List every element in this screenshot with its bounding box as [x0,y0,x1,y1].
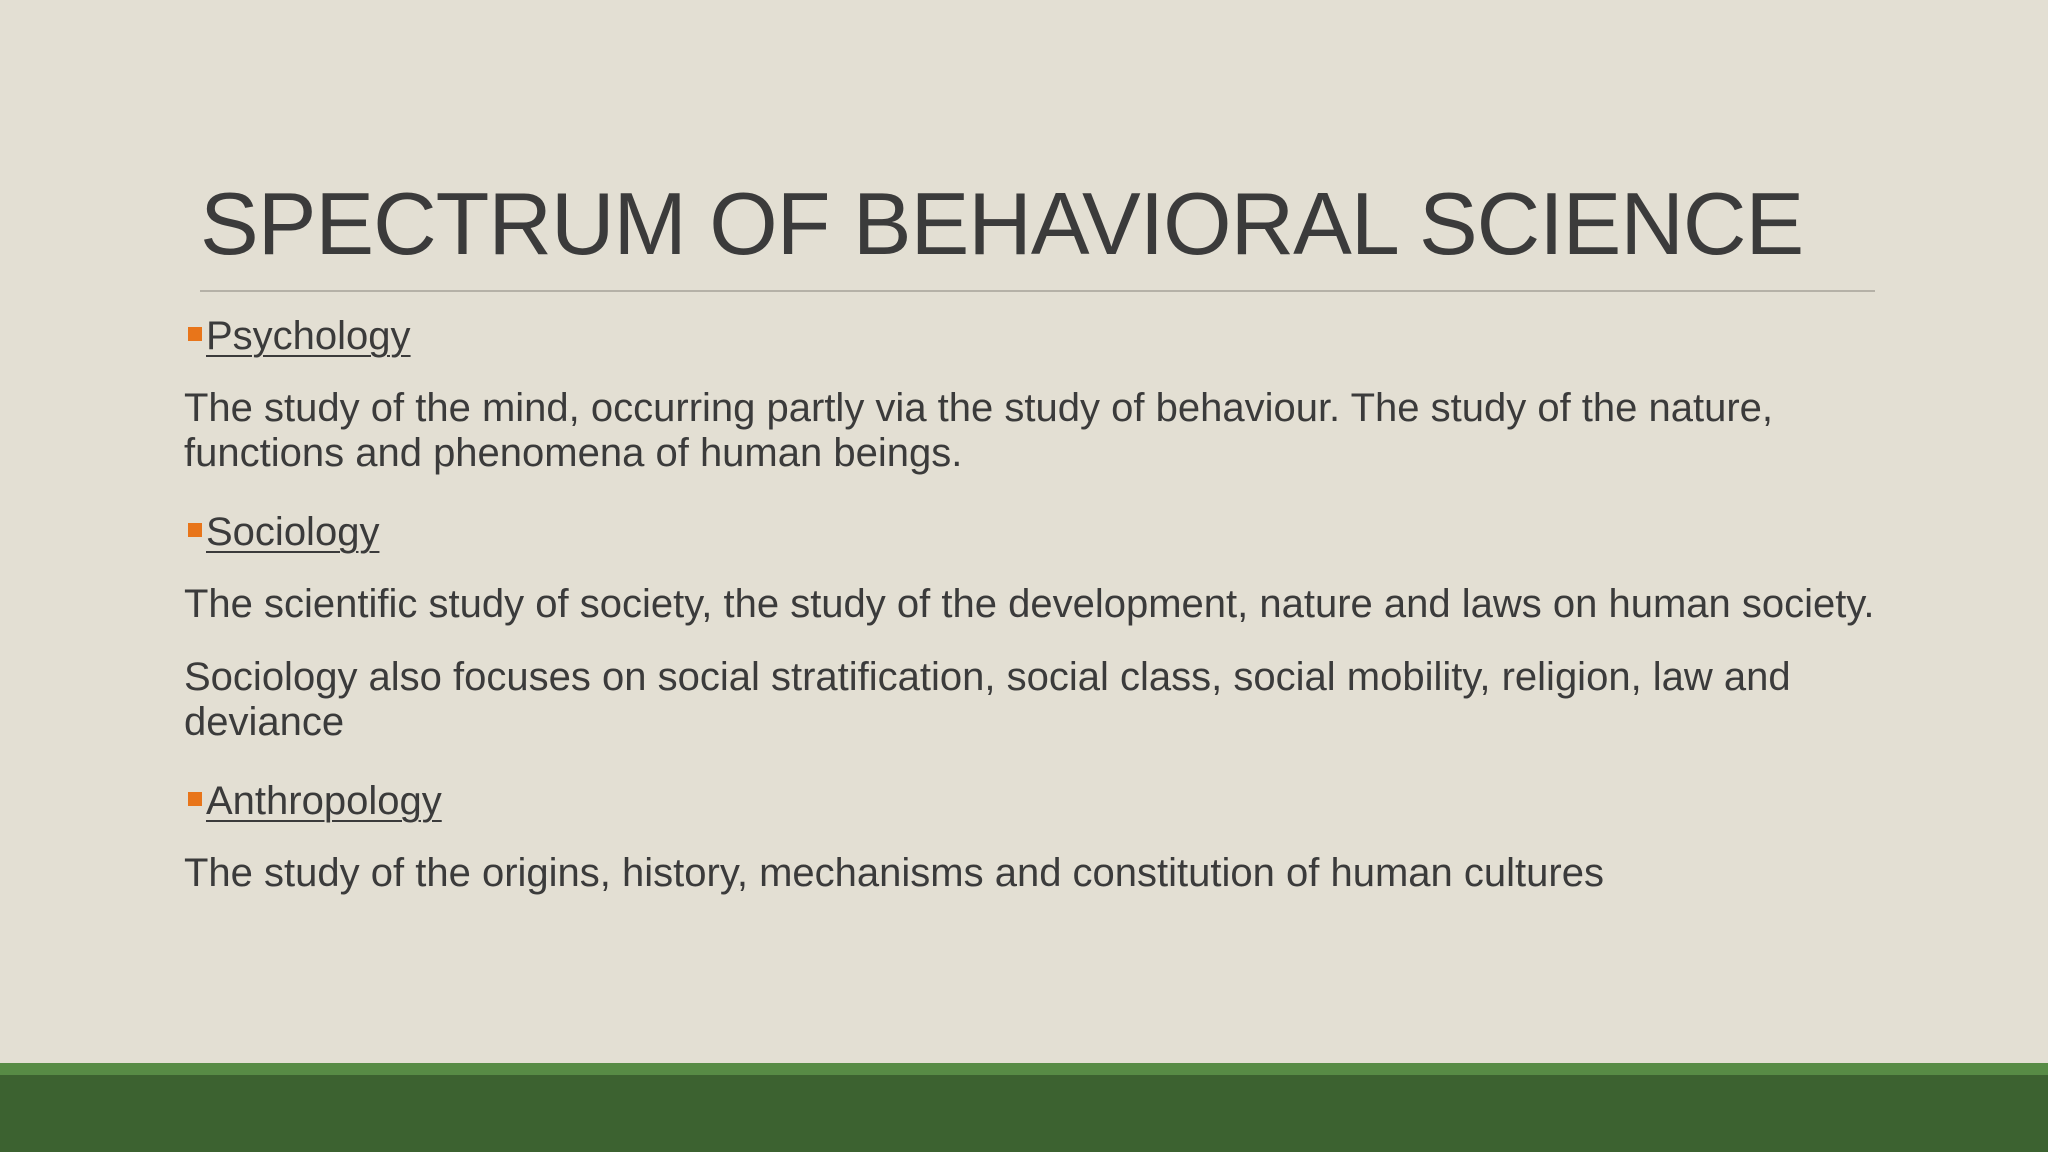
section-heading-label: Anthropology [206,779,442,823]
section-paragraph: Sociology also focuses on social stratification, social class, social mobility, religion, law and deviance [184,655,1791,744]
section-heading-psychology [184,310,1884,362]
section-heading-label: Sociology [206,510,380,554]
square-bullet-icon [188,327,202,341]
slide-title: SPECTRUM OF BEHAVIORAL SCIENCE [200,174,1804,273]
section-paragraph: The study of the mind, occurring partly via the study of behaviour. The study of the nature, functions and phenomena of human beings. [184,386,1774,475]
section-heading-sociology [184,506,1884,558]
footer-band [0,1063,2048,1152]
section-paragraph: The study of the origins, history, mechanisms and constitution of human cultures [184,851,1604,895]
title-divider [200,290,1875,292]
section-heading-anthropology [184,775,1884,827]
square-bullet-icon [188,523,202,537]
section-paragraph: The scientific study of society, the study of the development, nature and laws on human society. [184,582,1875,626]
section-heading-label: Psychology [206,314,411,358]
square-bullet-icon [188,792,202,806]
slide-content [184,310,1884,896]
footer-stripe [0,1063,2048,1075]
